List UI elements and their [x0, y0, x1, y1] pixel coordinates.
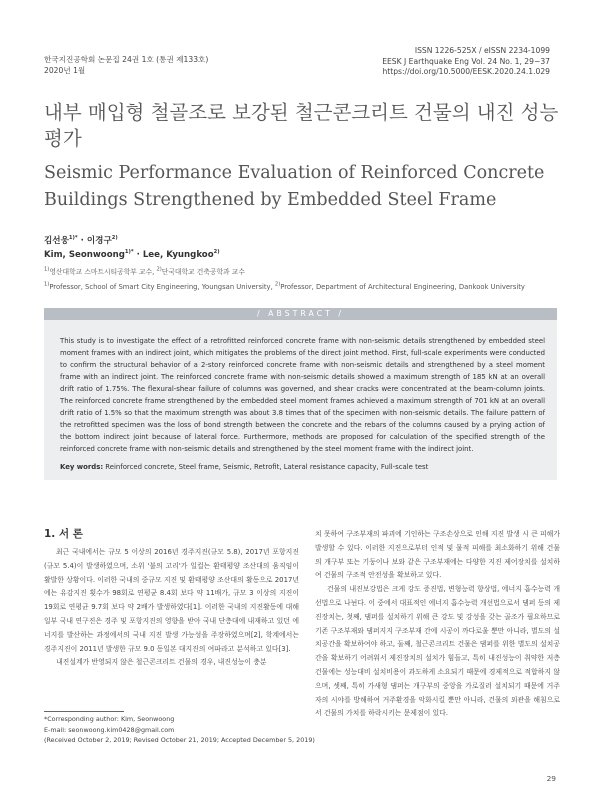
aff-ko-sup-1: 1) [44, 266, 50, 273]
journal-header-right [382, 46, 550, 78]
author-1-en-sup: 1)* [124, 249, 134, 256]
authors-korean [44, 234, 118, 246]
paragraph: 최근 국내에서는 규모 5 이상의 2016년 경주지진(규모 5.8), 2017년 포항지진(규모 5.4)이 발생하였으며, 소위 '불의 고리'가 일컬는 환태평양 조산대의 움직임이 활발한 상황이다. 이러한 국내의 중규모 지진 및 환태평양 조산대의 활동으로 2017년에는 유감지진 횟수가 98회로 연평균 8.4회 보다 약 11배가, 규모 3 이상의 지진이 19회로 연평균 9.7회 보다 약 2배가 발생하였다[1]. 이러한 국내의 지진활동에 대해 일부 국내 연구진은 경주 및 포항지진의 영향을 받아 국내 단층대에 내재하고 있던 에너지를 발산하는 과정에서의 국내 지진 발생 가능성을 주장하였으며[2], 학계에서는 경주지진이 2011년 발생한 규모 9.0 동일본 대지진의 여파라고 분석하고 있다[3]. [44, 548, 299, 653]
keywords-list: Reinforced concrete, Steel frame, Seismic, Retrofit, Lateral resistance capacity, Full-scale test [103, 463, 429, 471]
title-english: Seismic Performance Evaluation of Reinforced Concrete Buildings Strengthened by Embedded Steel Frame [44, 163, 545, 210]
page-number: 29 [546, 774, 556, 783]
aff-en-sup-1: 1) [44, 281, 50, 288]
body-column-left [44, 546, 299, 670]
abstract-text: This study is to investigate the effect of a retrofitted reinforced concrete frame with non-seismic details strengthened by embedded steel moment frames with an indirect joint, which mitigates the problems of the direct joint method. First, full-scale experiments were conducted to confirm the structural behavior of a 2-story reinforced concrete frame with non-seismic details and strengthened by a steel moment frame with an indirect joint. The reinforced concrete frame with non-seismic details showed a maximum strength of 185 kN at an overall drift ratio of 1.75%. The flexural-shear failure of columns was governed, and shear cracks were concentrated at the beam-column joints. The reinforced concrete frame strengthened by the embedded steel moment frames achieved a maximum strength of 701 kN at an overall drift ratio of 1.5% so that the maximum strength was about 3.8 times that of the specimen with non-seismic details. The failure pattern of the retrofitted specimen was the loss of bond strength between the concrete and the rebars of the columns caused by a prying action of the bottom indirect joint because of lateral force. Furthermore, methods are proposed for calculation of the specified strength of the reinforced concrete frame with non-seismic details and strengthened by the steel moment frame with the indirect joint. [60, 337, 545, 453]
paragraph: 건물의 내진보강법은 크게 강도 증진법, 변형능력 향상법, 에너지 흡수능력 개선법으로 나뉜다. 이 중에서 대표적인 에너지 흡수능력 개선법으로서 댐퍼 등의 제진장치는, 첫째, 댐퍼를 설치하기 위해 큰 강도 및 강성을 갖는 골조가 필요하므로 기존 구조부재와 댐퍼지지 구조부재 간에 시공이 까다로울 뿐만 아니라, 별도의 설치공간을 확보하여야 하고, 둘째, 철근콘크리트 건물은 댐퍼를 위한 별도의 설치공간을 확보하기 어려워서 제진장치의 설치가 힘들고, 특히 내진성능이 취약한 저층건물에는 성능대비 설치비용이 과도하게 소요되기 때문에 경제적으로 적합하지 않으며, 셋째, 특히 가새형 댐퍼는 개구부의 중앙을 가로질러 설치되기 때문에 거주자의 시야를 방해하여 거주환경을 악화시킬 뿐만 아니라, 건물의 외관을 해침으로서 건물의 가치를 하락시키는 문제점이 있다. [315, 585, 560, 718]
footnote-divider [44, 711, 124, 712]
affiliation-korean [44, 266, 245, 276]
author-2-ko: 이경구 [86, 236, 112, 246]
aff-ko-2: 단국대학교 건축공학과 교수 [161, 268, 245, 276]
author-2-en-sup: 2) [213, 249, 220, 256]
aff-en-sup-2: 2) [274, 281, 281, 288]
keywords-label: Key words: [60, 463, 104, 471]
abstract-heading: / ABSTRACT / [257, 309, 344, 318]
footnote [44, 714, 315, 746]
authors-english [44, 250, 220, 260]
received-dates: (Received October 2, 2019; Revised October 21, 2019; Accepted December 5, 2019) [44, 736, 315, 744]
aff-ko-sup-2: 2) [156, 266, 162, 273]
issue-date: 2020년 1월 [44, 65, 86, 75]
author-1-en: Kim, Seonwoong [44, 250, 125, 260]
aff-en-1: Professor, School of Smart City Engineering, Youngsan University, [49, 283, 275, 291]
aff-en-2: Professor, Department of Architectural Engineering, Dankook University [280, 283, 525, 291]
title-korean: 내부 매입형 철골조로 보강된 철근콘크리트 건물의 내진 성능평가 [44, 101, 559, 150]
corresponding-author: *Corresponding author: Kim, Seonwoong [44, 715, 175, 723]
abstract-heading-bar [44, 308, 557, 320]
volume-info: EESK J Earthquake Eng Vol. 24 No. 1, 29~37 [382, 56, 550, 66]
aff-ko-1: 영산대학교 스마트시티공학부 교수, [49, 268, 157, 276]
author-email[interactable]: E-mail: seonwoong.kim0428@gmail.com [44, 725, 175, 734]
author-2-ko-sup: 2) [111, 235, 118, 242]
section-heading-introduction: 1. 서 론 [44, 528, 83, 540]
author-2-en: Kyungkoo [166, 250, 214, 260]
author-1-ko-sup: 1)* [68, 235, 78, 242]
author-1-ko: 김선웅 [44, 236, 69, 246]
keywords [60, 463, 545, 471]
issn: ISSN 1226-525X / eISSN 2234-1099 [414, 46, 550, 55]
doi-link[interactable]: https://doi.org/10.5000/EESK.2020.24.1.029 [382, 67, 550, 76]
journal-header-left [44, 55, 208, 76]
paragraph: 치 못하여 구조부재의 파괴에 기인하는 구조손상으로 인해 지진 발생 시 큰 피해가 발생할 수 있다. 이러한 지진으로부터 인적 및 물적 피해를 최소화하기 위해 건물의 개구부 또는 기둥이나 보와 같은 구조부재에는 다양한 지진 제어장치를 설치하여 건물의 구조적 안전성을 확보하고 있다. [315, 530, 560, 580]
author-sep-en: · Lee, [133, 250, 167, 260]
journal-name: 한국지진공학회 논문집 24권 1호 (통권 제133호) [44, 55, 209, 64]
affiliation-english [44, 283, 525, 291]
paragraph: 내진설계가 반영되지 않은 철근콘크리트 건물의 경우, 내진성능이 충분 [56, 658, 267, 667]
author-sep-ko: · [77, 236, 87, 246]
body-column-right [315, 528, 560, 721]
